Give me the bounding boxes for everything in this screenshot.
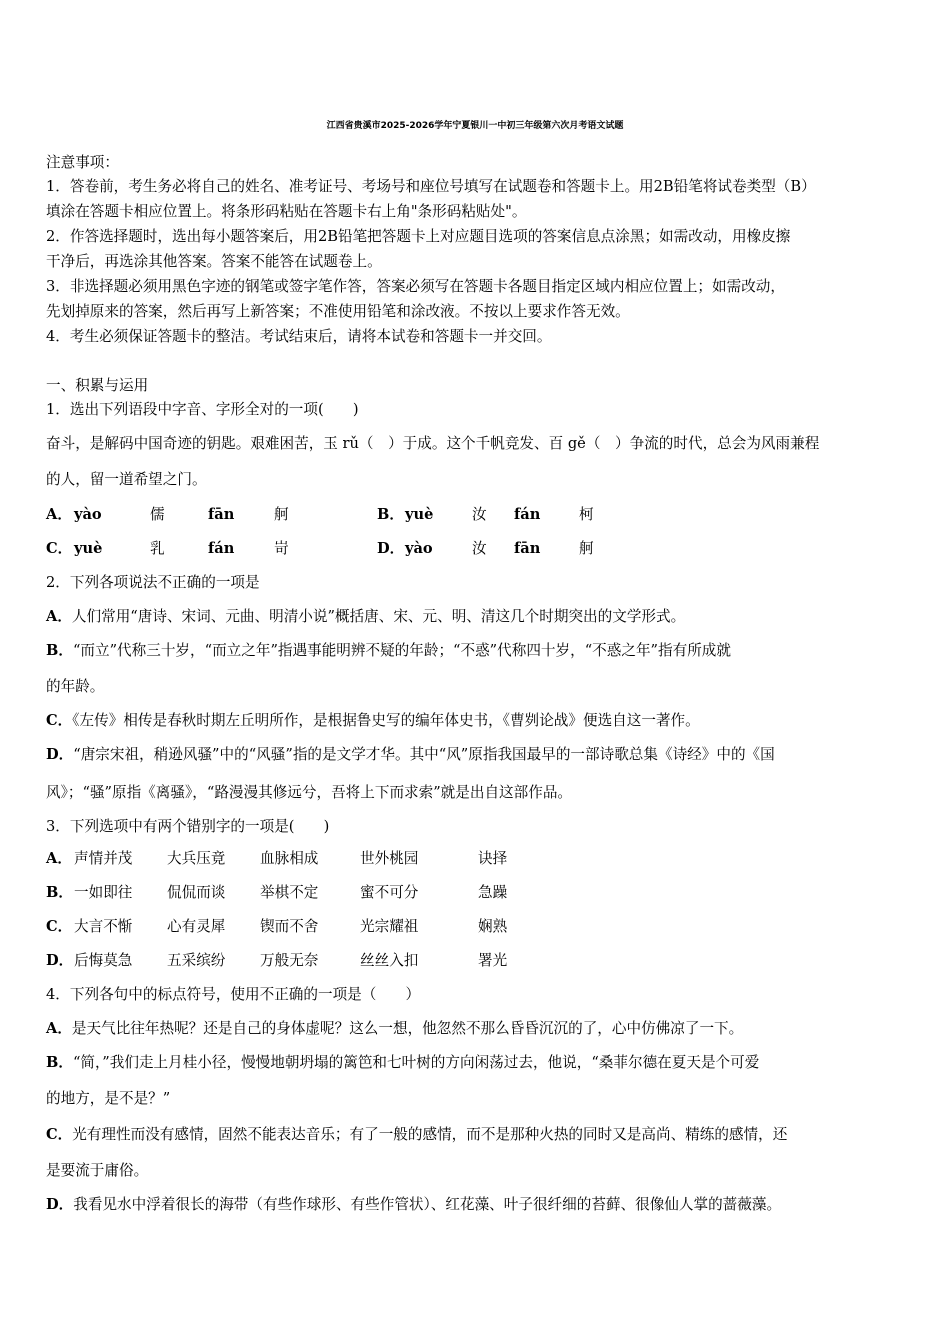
page-title: 江西省贵溪市2025-2026学年宁夏银川一中初三年级第六次月考语文试题	[326, 121, 624, 131]
question-2-stem: 2．下列各项说法不正确的一项是	[46, 574, 260, 591]
question-2-option-b-cont: 的年龄。	[46, 678, 105, 695]
option-item: 汝	[472, 506, 487, 523]
option-item: 侃侃而谈	[167, 884, 226, 901]
option-item: 署光	[478, 952, 508, 969]
question-1-passage-line: 奋斗，是解码中国奇迹的钥匙。艰难困苦，玉 rǔ（ ）于成。这个千帆竞发、百 gě（ ）争流的时代，总会为风雨兼程	[46, 435, 820, 452]
question-1-passage-line: 的人，留一道希望之门。	[46, 471, 207, 488]
option-item: 光宗耀祖	[360, 918, 419, 935]
notice-line: 填涂在答题卡相应位置上。将条形码粘贴在答题卡右上角"条形码粘贴处"。	[46, 203, 527, 220]
option-label: B．	[46, 642, 73, 659]
option-text: 光有理性而没有感情，固然不能表达音乐；有了一般的感情，而不是那种火热的同时又是高尚、精练的感情，还	[72, 1126, 788, 1143]
option-item: fān	[208, 506, 235, 523]
question-2-option-b[interactable]	[46, 640, 731, 662]
option-item: 大兵压竟	[167, 850, 226, 867]
option-item: 儒	[150, 506, 165, 523]
question-4-option-c[interactable]	[46, 1124, 787, 1146]
option-item: yào	[405, 540, 433, 557]
option-item: 丝丝入扣	[360, 952, 419, 969]
option-item: 心有灵犀	[167, 918, 226, 935]
question-4-option-c-cont: 是要流于庸俗。	[46, 1162, 149, 1179]
option-label: C．	[46, 1126, 73, 1143]
option-item: 血脉相成	[260, 850, 319, 867]
option-item: 诀择	[478, 850, 508, 867]
question-4-option-b[interactable]	[46, 1052, 759, 1074]
question-4-stem: 4．下列各句中的标点符号，使用不正确的一项是（ ）	[46, 986, 421, 1003]
notice-line: 干净后，再选涂其他答案。答案不能答在试题卷上。	[46, 253, 382, 270]
option-item: yuè	[405, 506, 434, 523]
option-item: fán	[208, 540, 235, 557]
option-item: 舸	[579, 540, 594, 557]
option-label: D．	[377, 540, 405, 557]
question-1-stem: 1．选出下列语段中字音、字形全对的一项( )	[46, 401, 359, 418]
option-item: 蜜不可分	[360, 884, 419, 901]
option-item: 一如即往	[74, 884, 133, 901]
option-item: 急躁	[478, 884, 508, 901]
notice-line: 4．考生必须保证答题卡的整洁。考试结束后，请将本试卷和答题卡一并交回。	[46, 328, 552, 345]
notice-line: 1．答卷前，考生务必将自己的姓名、准考证号、考场号和座位号填写在试题卷和答题卡上。用2B铅笔将试卷类型（B）	[46, 178, 816, 195]
option-item: 万般无奈	[260, 952, 319, 969]
option-item: 世外桃园	[360, 850, 419, 867]
notice-line: 2．作答选择题时，选出每小题答案后，用2B铅笔把答题卡上对应题目选项的答案信息点涂黑；如需改动，用橡皮擦	[46, 228, 791, 245]
option-label: B．	[46, 1054, 73, 1071]
option-item: 五采缤纷	[167, 952, 226, 969]
option-item: 乳	[150, 540, 165, 557]
option-text: 我看见水中浮着很长的海带（有些作球形、有些作管状）、红花藻、叶子很纤细的苔藓、很像仙人掌的蔷薇藻。	[73, 1196, 782, 1213]
option-item: 汝	[472, 540, 487, 557]
option-text: “简，”我们走上月桂小径，慢慢地朝坍塌的篱笆和七叶树的方向闲荡过去，他说，“桑菲尔德在夏天是个可爱	[72, 1054, 760, 1071]
option-label: A．	[46, 1020, 72, 1037]
question-4-option-b-cont: 的地方，是不是？”	[46, 1090, 171, 1107]
option-item: 大言不惭	[74, 918, 133, 935]
option-item: 后悔莫急	[74, 952, 133, 969]
option-label: D．	[46, 1196, 74, 1213]
option-item: 娴熟	[478, 918, 508, 935]
notice-line: 先划掉原来的答案，然后再写上新答案；不准使用铅笔和涂改液。不按以上要求作答无效。	[46, 303, 630, 320]
question-2-option-d-cont: 风》；“骚”原指《离骚》，“路漫漫其修远兮，吾将上下而求索”就是出自这部作品。	[46, 784, 573, 801]
option-label: A．	[46, 608, 72, 625]
question-2-option-d[interactable]	[46, 744, 775, 766]
option-item: fán	[514, 506, 541, 523]
option-item: 锲而不舍	[260, 918, 319, 935]
option-label: A．	[46, 506, 72, 523]
question-2-option-c[interactable]	[46, 710, 700, 732]
question-4-option-a[interactable]	[46, 1018, 743, 1040]
question-2-option-a[interactable]	[46, 606, 685, 628]
option-label: B．	[46, 884, 73, 901]
option-text: 是天气比往年热呢？还是自己的身体虚呢？这么一想，他忽然不那么昏昏沉沉的了，心中仿佛凉了一下。	[71, 1020, 744, 1037]
option-label: C．	[46, 712, 73, 729]
option-item: 声情并茂	[74, 850, 133, 867]
option-item: yào	[74, 506, 102, 523]
option-label: C．	[46, 540, 73, 557]
option-text: 人们常用“唐诗、宋词、元曲、明清小说”概括唐、宋、元、明、清这几个时期突出的文学形式。	[71, 608, 686, 625]
option-label: D．	[46, 746, 74, 763]
section-heading: 一、积累与运用	[46, 377, 149, 394]
notice-line: 3．非选择题必须用黑色字迹的钢笔或签字笔作答，答案必须写在答题卡各题目指定区域内相应位置上；如需改动，	[46, 278, 785, 295]
option-item: yuè	[74, 540, 103, 557]
option-item: 柯	[579, 506, 594, 523]
option-text: “唐宗宋祖，稍逊风骚”中的“风骚”指的是文学才华。其中“风”原指我国最早的一部诗歌总集《诗经》中的《国	[73, 746, 775, 763]
option-text: “而立”代称三十岁，“而立之年”指遇事能明辨不疑的年龄；“不惑”代称四十岁，“不惑之年”指有所成就	[72, 642, 731, 659]
option-label: B．	[377, 506, 404, 523]
option-item: 岢	[274, 540, 289, 557]
option-item: 举棋不定	[260, 884, 319, 901]
option-label: D．	[46, 952, 74, 969]
option-label: C．	[46, 918, 73, 935]
option-item: 舸	[274, 506, 289, 523]
option-text: 《左传》相传是春秋时期左丘明所作，是根据鲁史写的编年体史书，《曹刿论战》便选自这一著作。	[72, 712, 700, 729]
option-item: fān	[514, 540, 541, 557]
notice-heading: 注意事项：	[46, 154, 119, 171]
option-label: A．	[46, 850, 72, 867]
question-3-stem: 3．下列选项中有两个错别字的一项是( )	[46, 818, 330, 835]
question-4-option-d[interactable]	[46, 1194, 781, 1216]
